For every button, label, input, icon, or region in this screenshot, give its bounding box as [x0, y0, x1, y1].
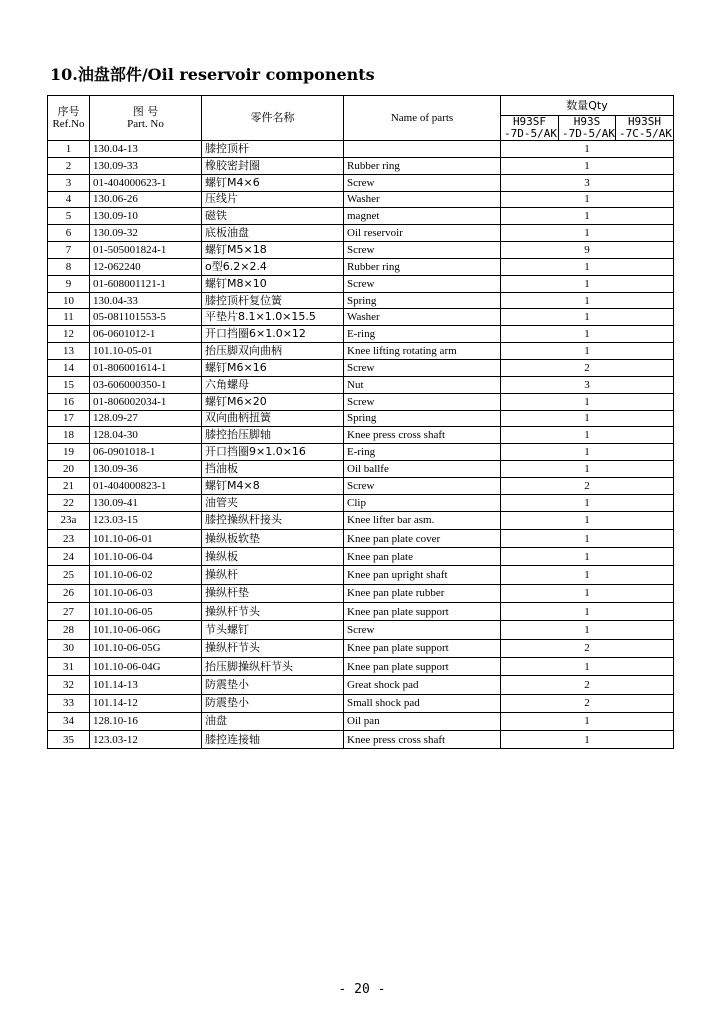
ref-no-cell: 34: [48, 712, 90, 730]
part-no-cell: 128.04-30: [90, 427, 202, 444]
cn-name-cell: 防震垫小: [202, 676, 344, 694]
table-row: [48, 359, 674, 376]
cn-name-cell: 操纵板软垫: [202, 529, 344, 547]
table-row: [48, 292, 674, 309]
ref-no-cell: 14: [48, 359, 90, 376]
en-name-cell: Washer: [344, 309, 501, 326]
part-no-cell: 101.10-05-01: [90, 343, 202, 360]
cn-name-cell: 螺钉M4×6: [202, 174, 344, 191]
ref-no-cell: 3: [48, 174, 90, 191]
ref-no-cell: 32: [48, 676, 90, 694]
cn-name-cell: 膝控连接轴: [202, 731, 344, 749]
part-no-cell: 05-081101553-5: [90, 309, 202, 326]
table-row: [48, 326, 674, 343]
qty-cell: 1: [501, 275, 674, 292]
ref-no-cell: 5: [48, 208, 90, 225]
part-no-cell: 128.10-16: [90, 712, 202, 730]
ref-no-cell: 27: [48, 603, 90, 621]
en-name-cell: Screw: [344, 174, 501, 191]
ref-no-cell: 23a: [48, 511, 90, 529]
part-no-cell: 01-806001614-1: [90, 359, 202, 376]
table-row: [48, 427, 674, 444]
ref-no-cell: 10: [48, 292, 90, 309]
en-name-cell: magnet: [344, 208, 501, 225]
en-name-cell: Knee pan plate rubber: [344, 584, 501, 602]
cn-name-cell: o型6.2×2.4: [202, 258, 344, 275]
table-row: [48, 529, 674, 547]
en-name-cell: E-ring: [344, 326, 501, 343]
ref-no-cell: 8: [48, 258, 90, 275]
cn-name-cell: 螺钉M6×20: [202, 393, 344, 410]
part-no-cell: 12-062240: [90, 258, 202, 275]
qty-cell: 1: [501, 141, 674, 158]
cn-name-cell: 螺钉M4×8: [202, 477, 344, 494]
cn-name-cell: 抬压脚操纵杆节头: [202, 657, 344, 675]
cn-name-cell: 开口挡圈9×1.0×16: [202, 444, 344, 461]
ref-no-cell: 1: [48, 141, 90, 158]
en-name-cell: Clip: [344, 494, 501, 511]
header-model-3: H93SH -7C-5/AK: [616, 116, 674, 141]
parts-table-body: [48, 141, 674, 749]
part-no-cell: 130.04-33: [90, 292, 202, 309]
table-row: [48, 584, 674, 602]
part-no-cell: 06-0601012-1: [90, 326, 202, 343]
en-name-cell: [344, 141, 501, 158]
en-name-cell: Knee press cross shaft: [344, 427, 501, 444]
part-no-cell: 130.09-32: [90, 225, 202, 242]
en-name-cell: Screw: [344, 242, 501, 259]
part-no-cell: 130.09-36: [90, 461, 202, 478]
ref-no-cell: 11: [48, 309, 90, 326]
table-row: [48, 603, 674, 621]
ref-no-cell: 13: [48, 343, 90, 360]
en-name-cell: Knee pan upright shaft: [344, 566, 501, 584]
cn-name-cell: 油盘: [202, 712, 344, 730]
qty-cell: 1: [501, 191, 674, 208]
ref-no-cell: 17: [48, 410, 90, 427]
part-no-cell: 101.10-06-03: [90, 584, 202, 602]
qty-cell: 1: [501, 157, 674, 174]
table-row: [48, 494, 674, 511]
qty-cell: 2: [501, 639, 674, 657]
ref-no-cell: 12: [48, 326, 90, 343]
en-name-cell: Screw: [344, 477, 501, 494]
part-no-cell: 101.10-06-02: [90, 566, 202, 584]
cn-name-cell: 操纵杆节头: [202, 603, 344, 621]
cn-name-cell: 操纵板: [202, 548, 344, 566]
qty-cell: 1: [501, 309, 674, 326]
cn-name-cell: 螺钉M8×10: [202, 275, 344, 292]
table-row: [48, 242, 674, 259]
qty-cell: 1: [501, 566, 674, 584]
cn-name-cell: 压线片: [202, 191, 344, 208]
header-cn-name: 零件名称: [202, 96, 344, 141]
ref-no-cell: 4: [48, 191, 90, 208]
cn-name-cell: 操纵杆: [202, 566, 344, 584]
en-name-cell: Spring: [344, 410, 501, 427]
table-row: [48, 676, 674, 694]
table-row: [48, 174, 674, 191]
en-name-cell: Knee pan plate cover: [344, 529, 501, 547]
part-no-cell: 01-404000823-1: [90, 477, 202, 494]
cn-name-cell: 螺钉M5×18: [202, 242, 344, 259]
en-name-cell: Knee lifting rotating arm: [344, 343, 501, 360]
table-row: [48, 548, 674, 566]
cn-name-cell: 磁铁: [202, 208, 344, 225]
cn-name-cell: 膝控顶杆: [202, 141, 344, 158]
page-title: 10.油盘部件/Oil reservoir components: [50, 65, 375, 84]
ref-no-cell: 26: [48, 584, 90, 602]
qty-cell: 1: [501, 208, 674, 225]
qty-cell: 1: [501, 584, 674, 602]
ref-no-cell: 24: [48, 548, 90, 566]
part-no-cell: 01-806002034-1: [90, 393, 202, 410]
en-name-cell: Knee lifter bar asm.: [344, 511, 501, 529]
ref-no-cell: 20: [48, 461, 90, 478]
part-no-cell: 101.10-06-05G: [90, 639, 202, 657]
part-no-cell: 130.09-33: [90, 157, 202, 174]
part-no-cell: 130.09-41: [90, 494, 202, 511]
table-row: [48, 657, 674, 675]
ref-no-cell: 22: [48, 494, 90, 511]
table-row: [48, 275, 674, 292]
cn-name-cell: 膝控顶杆复位簧: [202, 292, 344, 309]
table-row: [48, 343, 674, 360]
part-no-cell: 01-404000623-1: [90, 174, 202, 191]
cn-name-cell: 防震垫小: [202, 694, 344, 712]
en-name-cell: Oil ballfe: [344, 461, 501, 478]
ref-no-cell: 18: [48, 427, 90, 444]
table-row: [48, 141, 674, 158]
part-no-cell: 123.03-15: [90, 511, 202, 529]
cn-name-cell: 双向曲柄扭簧: [202, 410, 344, 427]
qty-cell: 1: [501, 410, 674, 427]
header-model-1: H93SF -7D-5/AK: [501, 116, 559, 141]
header-part-no: 图 号 Part. No: [90, 96, 202, 141]
parts-table: [47, 95, 674, 749]
ref-no-cell: 23: [48, 529, 90, 547]
ref-no-cell: 31: [48, 657, 90, 675]
qty-cell: 1: [501, 529, 674, 547]
table-row: [48, 157, 674, 174]
table-row: [48, 639, 674, 657]
ref-no-cell: 9: [48, 275, 90, 292]
part-no-cell: 130.04-13: [90, 141, 202, 158]
part-no-cell: 101.14-13: [90, 676, 202, 694]
part-no-cell: 01-608001121-1: [90, 275, 202, 292]
cn-name-cell: 油管夹: [202, 494, 344, 511]
en-name-cell: Screw: [344, 275, 501, 292]
part-no-cell: 123.03-12: [90, 731, 202, 749]
cn-name-cell: 节头螺钉: [202, 621, 344, 639]
qty-cell: 2: [501, 676, 674, 694]
qty-cell: 1: [501, 393, 674, 410]
en-name-cell: Knee press cross shaft: [344, 731, 501, 749]
table-row: [48, 258, 674, 275]
part-no-cell: 03-606000350-1: [90, 376, 202, 393]
ref-no-cell: 21: [48, 477, 90, 494]
en-name-cell: Oil reservoir: [344, 225, 501, 242]
part-no-cell: 101.10-06-01: [90, 529, 202, 547]
ref-no-cell: 6: [48, 225, 90, 242]
part-no-cell: 101.14-12: [90, 694, 202, 712]
part-no-cell: 06-0901018-1: [90, 444, 202, 461]
en-name-cell: Knee pan plate support: [344, 603, 501, 621]
part-no-cell: 101.10-06-04G: [90, 657, 202, 675]
qty-cell: 1: [501, 444, 674, 461]
cn-name-cell: 抬压脚双向曲柄: [202, 343, 344, 360]
ref-no-cell: 19: [48, 444, 90, 461]
page-number: - 20 -: [338, 982, 386, 997]
part-no-cell: 01-505001824-1: [90, 242, 202, 259]
table-row: [48, 208, 674, 225]
part-no-cell: 101.10-06-05: [90, 603, 202, 621]
en-name-cell: Nut: [344, 376, 501, 393]
part-no-cell: 101.10-06-04: [90, 548, 202, 566]
qty-cell: 3: [501, 376, 674, 393]
qty-cell: 1: [501, 603, 674, 621]
qty-cell: 1: [501, 712, 674, 730]
qty-cell: 1: [501, 461, 674, 478]
qty-cell: 1: [501, 494, 674, 511]
cn-name-cell: 橡胶密封圈: [202, 157, 344, 174]
table-row: [48, 621, 674, 639]
en-name-cell: Rubber ring: [344, 258, 501, 275]
qty-cell: 1: [501, 621, 674, 639]
cn-name-cell: 挡油板: [202, 461, 344, 478]
header-qty: 数量Qty: [501, 96, 674, 116]
qty-cell: 1: [501, 326, 674, 343]
qty-cell: 1: [501, 343, 674, 360]
ref-no-cell: 30: [48, 639, 90, 657]
en-name-cell: Screw: [344, 621, 501, 639]
qty-cell: 1: [501, 731, 674, 749]
cn-name-cell: 操纵杆垫: [202, 584, 344, 602]
table-row: [48, 511, 674, 529]
en-name-cell: Great shock pad: [344, 676, 501, 694]
cn-name-cell: 膝控操纵杆接头: [202, 511, 344, 529]
cn-name-cell: 底板油盘: [202, 225, 344, 242]
table-row: [48, 566, 674, 584]
ref-no-cell: 7: [48, 242, 90, 259]
header-ref-no: 序号 Ref.No: [48, 96, 90, 141]
en-name-cell: Spring: [344, 292, 501, 309]
table-row: [48, 731, 674, 749]
qty-cell: 1: [501, 258, 674, 275]
table-row: [48, 191, 674, 208]
en-name-cell: E-ring: [344, 444, 501, 461]
table-row: [48, 444, 674, 461]
qty-cell: 3: [501, 174, 674, 191]
header-en-name: Name of parts: [344, 96, 501, 141]
en-name-cell: Rubber ring: [344, 157, 501, 174]
cn-name-cell: 六角螺母: [202, 376, 344, 393]
table-row: [48, 712, 674, 730]
ref-no-cell: 25: [48, 566, 90, 584]
qty-cell: 2: [501, 477, 674, 494]
qty-cell: 2: [501, 359, 674, 376]
table-row: [48, 461, 674, 478]
table-row: [48, 393, 674, 410]
part-no-cell: 128.09-27: [90, 410, 202, 427]
qty-cell: 1: [501, 548, 674, 566]
part-no-cell: 130.09-10: [90, 208, 202, 225]
ref-no-cell: 28: [48, 621, 90, 639]
header-model-2: H93S -7D-5/AK: [559, 116, 616, 141]
qty-cell: 9: [501, 242, 674, 259]
en-name-cell: Small shock pad: [344, 694, 501, 712]
en-name-cell: Knee pan plate support: [344, 657, 501, 675]
en-name-cell: Knee pan plate: [344, 548, 501, 566]
cn-name-cell: 操纵杆节头: [202, 639, 344, 657]
qty-cell: 1: [501, 427, 674, 444]
en-name-cell: Washer: [344, 191, 501, 208]
qty-cell: 2: [501, 694, 674, 712]
ref-no-cell: 15: [48, 376, 90, 393]
table-row: [48, 477, 674, 494]
table-row: [48, 376, 674, 393]
qty-cell: 1: [501, 511, 674, 529]
ref-no-cell: 2: [48, 157, 90, 174]
ref-no-cell: 16: [48, 393, 90, 410]
ref-no-cell: 35: [48, 731, 90, 749]
cn-name-cell: 螺钉M6×16: [202, 359, 344, 376]
part-no-cell: 101.10-06-06G: [90, 621, 202, 639]
qty-cell: 1: [501, 225, 674, 242]
cn-name-cell: 开口挡圈6×1.0×12: [202, 326, 344, 343]
table-row: [48, 309, 674, 326]
en-name-cell: Screw: [344, 393, 501, 410]
cn-name-cell: 平垫片8.1×1.0×15.5: [202, 309, 344, 326]
en-name-cell: Knee pan plate support: [344, 639, 501, 657]
qty-cell: 1: [501, 657, 674, 675]
en-name-cell: Oil pan: [344, 712, 501, 730]
part-no-cell: 130.06-26: [90, 191, 202, 208]
en-name-cell: Screw: [344, 359, 501, 376]
table-row: [48, 694, 674, 712]
table-row: [48, 225, 674, 242]
table-row: [48, 410, 674, 427]
cn-name-cell: 膝控抬压脚轴: [202, 427, 344, 444]
qty-cell: 1: [501, 292, 674, 309]
ref-no-cell: 33: [48, 694, 90, 712]
